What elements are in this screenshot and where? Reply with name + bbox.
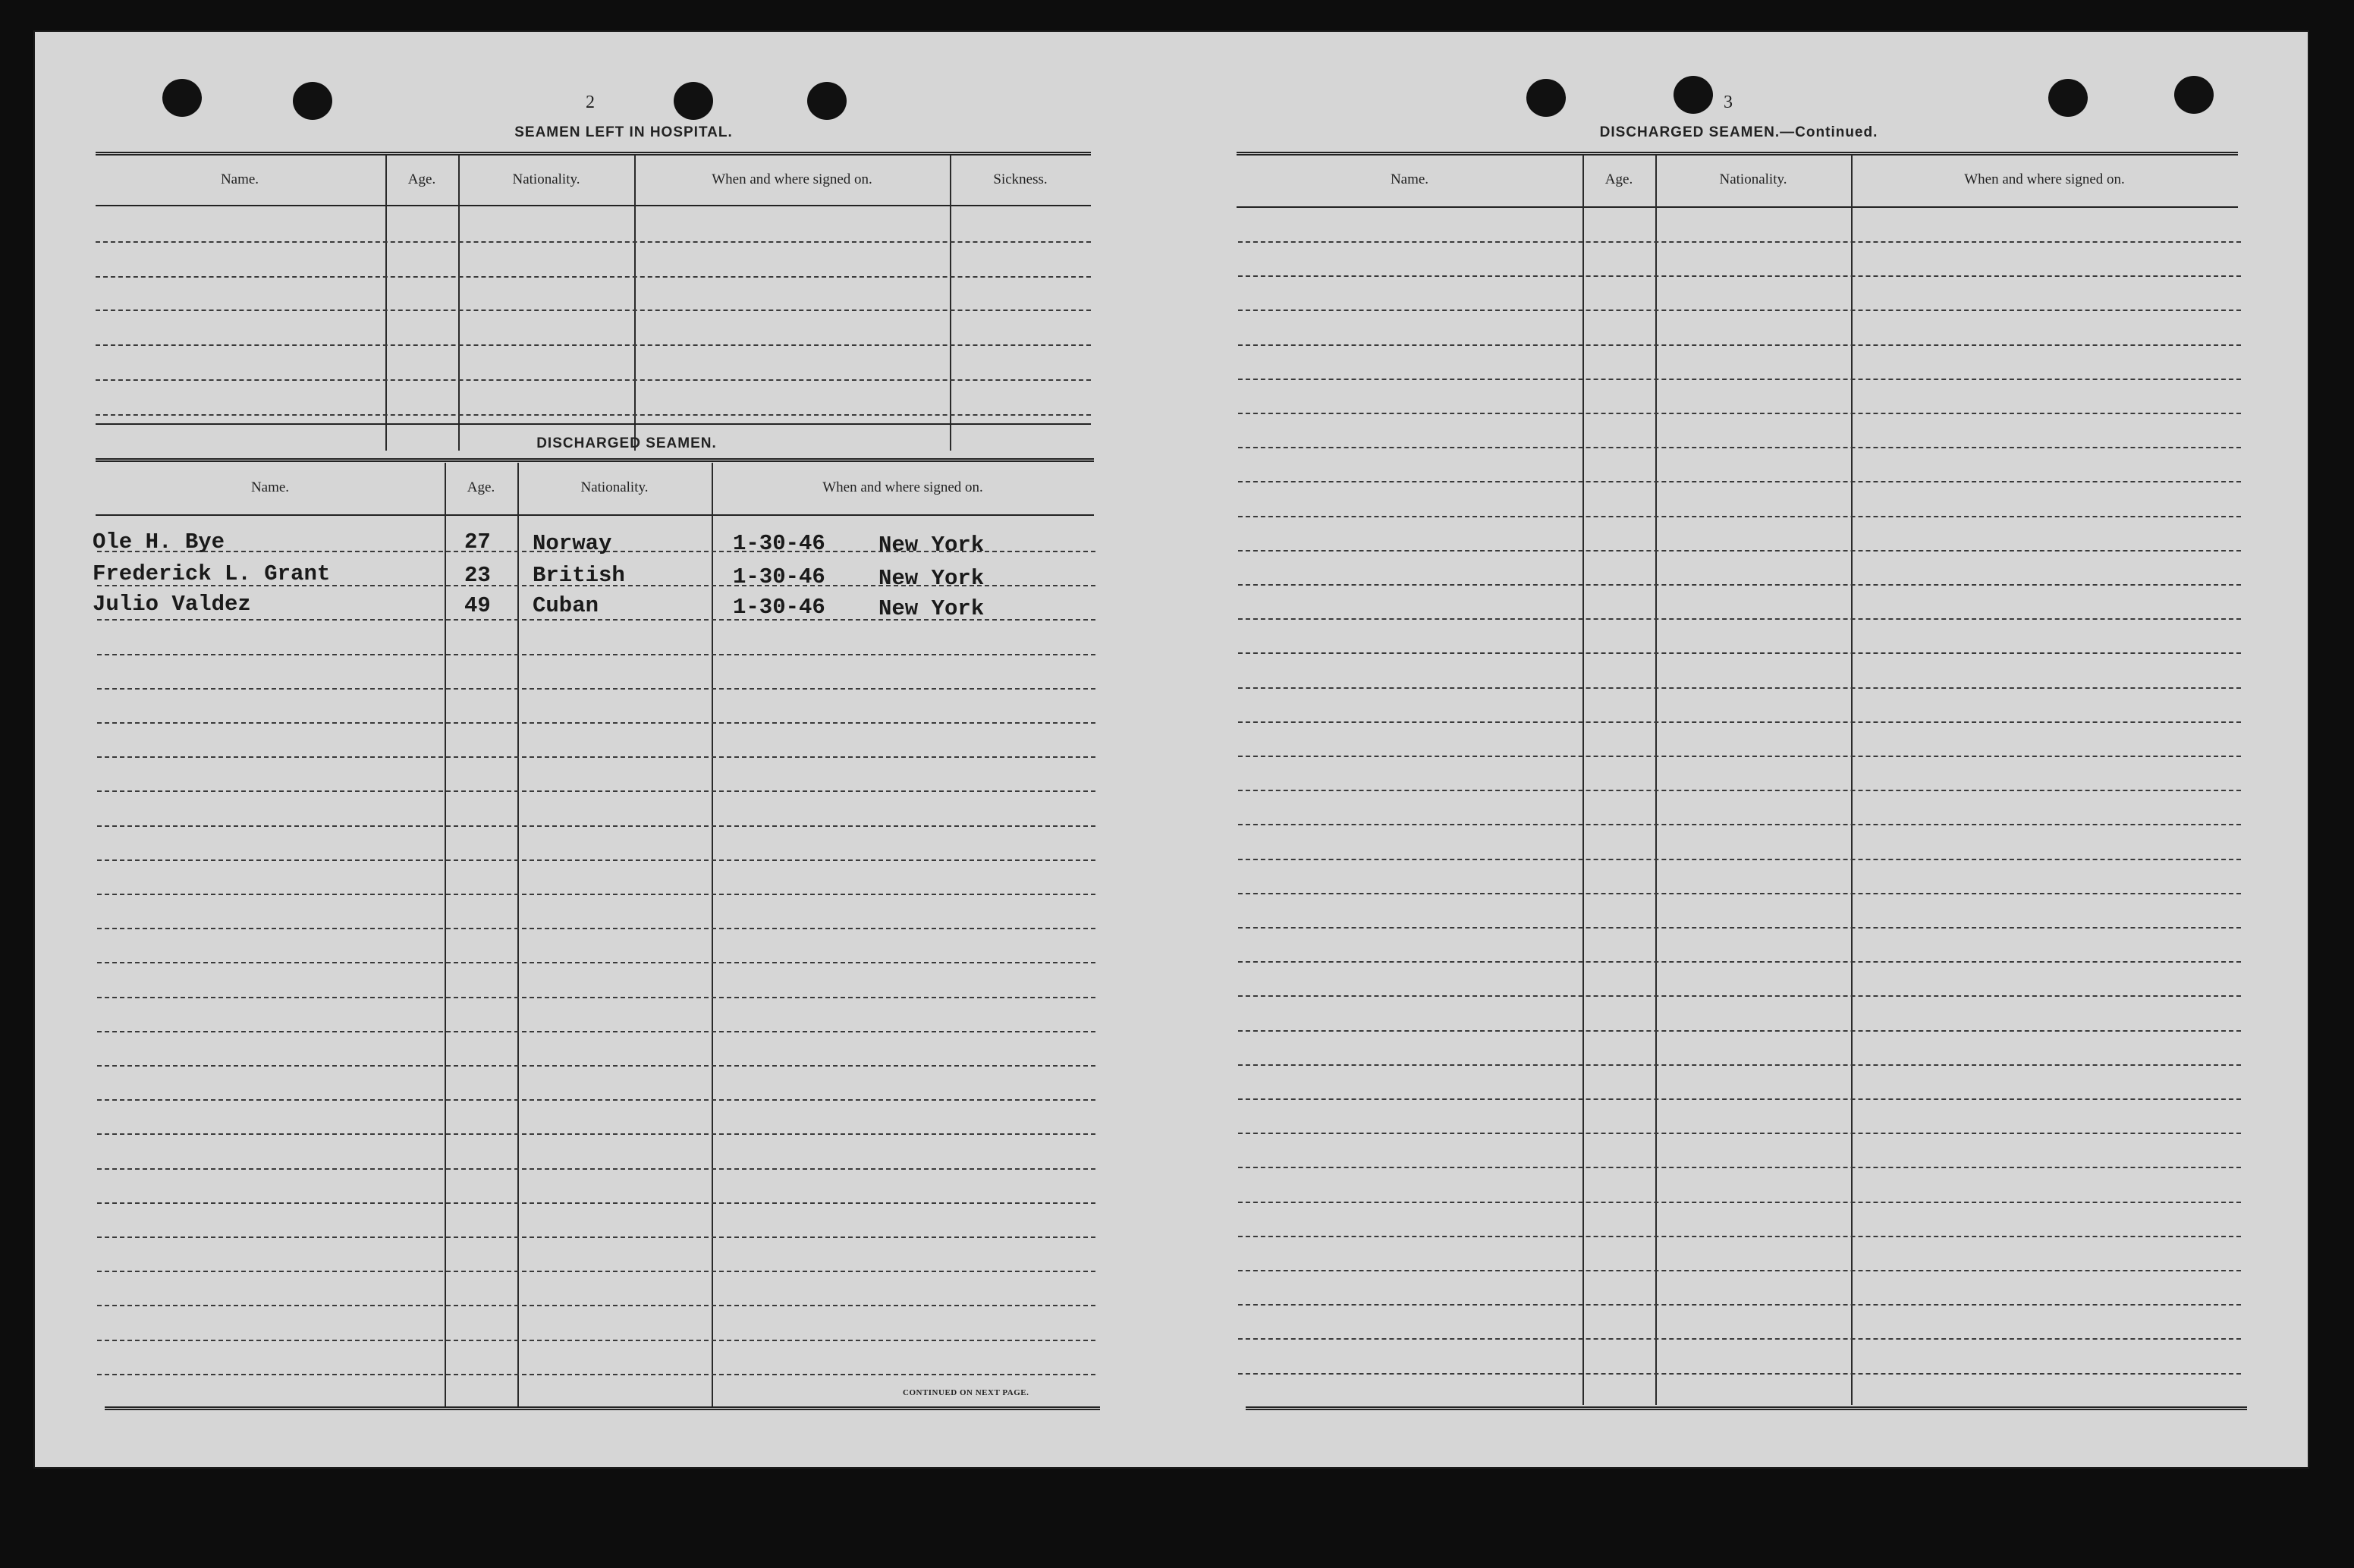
ruled-line — [97, 1099, 1095, 1101]
hospital-section-title: SEAMEN LEFT IN HOSPITAL. — [514, 124, 733, 140]
right-col-signed-on: When and where signed on. — [1964, 171, 2125, 187]
ruled-line — [97, 619, 1095, 621]
discharged-header-rule — [96, 514, 1094, 516]
hospital-col-name: Name. — [220, 171, 259, 187]
punch-hole — [2174, 76, 2214, 114]
right-col-name: Name. — [1390, 171, 1429, 187]
right-col-age: Age. — [1604, 171, 1633, 187]
discharged-col-age: Age. — [467, 479, 495, 495]
ruled-line — [1238, 1304, 2241, 1306]
ruled-line — [97, 894, 1095, 895]
hospital-divider — [950, 155, 951, 451]
ruled-line — [97, 1168, 1095, 1170]
seaman-signed-date: 1-30-46 — [733, 564, 825, 589]
seaman-signed-date: 1-30-46 — [733, 595, 825, 620]
seaman-age: 27 — [464, 529, 491, 555]
ruled-line — [97, 585, 1095, 586]
ruled-line — [1238, 241, 2241, 243]
ruled-line — [1238, 721, 2241, 723]
seaman-name: Julio Valdez — [93, 592, 251, 617]
ruled-line — [97, 859, 1095, 861]
ruled-line — [1238, 1098, 2241, 1100]
ruled-line — [1238, 344, 2241, 346]
right-page-number: 3 — [1724, 93, 1733, 112]
ruled-line — [1238, 995, 2241, 997]
hospital-top-rule — [96, 152, 1091, 156]
seaman-signed-date: 1-30-46 — [733, 531, 825, 556]
seaman-nationality: Cuban — [533, 593, 599, 618]
hospital-col-sickness: Sickness. — [993, 171, 1048, 187]
ruled-line — [1238, 790, 2241, 791]
punch-hole — [162, 79, 202, 117]
ruled-line — [1238, 1133, 2241, 1134]
ruled-line — [1238, 447, 2241, 448]
ruled-line — [1238, 550, 2241, 551]
hospital-row-line — [96, 310, 1091, 311]
right-bottom-rule — [1246, 1406, 2247, 1410]
right-divider — [1655, 155, 1657, 1405]
left-page-number: 2 — [586, 93, 595, 112]
discharged-divider — [445, 463, 446, 1408]
discharged-divider — [712, 463, 713, 1408]
ruled-line — [1238, 618, 2241, 620]
ruled-line — [1238, 687, 2241, 689]
ruled-line — [97, 688, 1095, 690]
hospital-row-line — [96, 241, 1091, 243]
ruled-line — [1238, 652, 2241, 654]
continued-note: CONTINUED ON NEXT PAGE. — [903, 1388, 1029, 1397]
ruled-line — [97, 1133, 1095, 1135]
discharged-top-rule — [96, 458, 1094, 462]
right-col-nationality: Nationality. — [1719, 171, 1787, 187]
discharged-divider — [517, 463, 519, 1408]
ruled-line — [97, 654, 1095, 655]
right-top-rule — [1237, 152, 2238, 156]
ruled-line — [97, 825, 1095, 827]
punch-hole — [807, 82, 847, 120]
ruled-line — [1238, 893, 2241, 894]
ruled-line — [1238, 1030, 2241, 1032]
punch-hole — [293, 82, 332, 120]
punch-hole — [2048, 79, 2088, 117]
punch-hole — [674, 82, 713, 120]
ruled-line — [97, 722, 1095, 724]
ruled-line — [97, 551, 1095, 552]
ruled-line — [1238, 413, 2241, 414]
hospital-col-nationality: Nationality. — [512, 171, 580, 187]
ruled-line — [1238, 824, 2241, 825]
right-divider — [1582, 155, 1584, 1405]
ruled-line — [97, 790, 1095, 792]
ruled-line — [1238, 310, 2241, 311]
ruled-line — [1238, 1202, 2241, 1203]
ruled-line — [97, 1065, 1095, 1067]
ruled-line — [1238, 1338, 2241, 1340]
seaman-signed-place: New York — [878, 533, 985, 558]
ruled-line — [1238, 1373, 2241, 1375]
left-bottom-rule — [105, 1406, 1100, 1410]
seaman-name: Ole H. Bye — [93, 529, 225, 555]
ruled-line — [97, 962, 1095, 963]
seaman-age: 49 — [464, 593, 491, 618]
discharged-col-name: Name. — [250, 479, 290, 495]
ruled-line — [97, 1202, 1095, 1204]
ruled-line — [1238, 379, 2241, 380]
right-divider — [1851, 155, 1853, 1405]
hospital-row-line — [96, 344, 1091, 346]
hospital-divider — [634, 155, 636, 451]
hospital-row-line — [96, 379, 1091, 381]
ruled-line — [97, 928, 1095, 929]
ruled-line — [1238, 481, 2241, 482]
discharged-section-title: DISCHARGED SEAMEN. — [536, 435, 717, 451]
ruled-line — [1238, 859, 2241, 860]
ruled-line — [1238, 275, 2241, 277]
ruled-line — [1238, 1167, 2241, 1168]
ruled-line — [1238, 927, 2241, 929]
ruled-line — [97, 1031, 1095, 1032]
discharged-col-nationality: Nationality. — [580, 479, 649, 495]
ruled-line — [97, 1340, 1095, 1341]
hospital-row-line — [96, 414, 1091, 416]
ruled-line — [1238, 756, 2241, 757]
hospital-col-signed-on: When and where signed on. — [712, 171, 872, 187]
hospital-col-age: Age. — [407, 171, 436, 187]
ruled-line — [97, 997, 1095, 998]
seaman-signed-place: New York — [878, 596, 985, 621]
hospital-row-line — [96, 276, 1091, 278]
discharged-col-signed-on: When and where signed on. — [822, 479, 983, 495]
ruled-line — [97, 1374, 1095, 1375]
seaman-signed-place: New York — [878, 566, 985, 591]
seaman-name: Frederick L. Grant — [93, 561, 331, 586]
hospital-divider — [385, 155, 387, 451]
ruled-line — [97, 1236, 1095, 1238]
punch-hole — [1674, 76, 1713, 114]
hospital-divider — [458, 155, 460, 451]
ruled-line — [1238, 516, 2241, 517]
ruled-line — [1238, 1270, 2241, 1271]
ruled-line — [1238, 1064, 2241, 1066]
ruled-line — [1238, 584, 2241, 586]
right-section-title: DISCHARGED SEAMEN.—Continued. — [1599, 124, 1878, 140]
seaman-age: 23 — [464, 563, 491, 588]
hospital-header-rule — [96, 205, 1091, 206]
ruled-line — [1238, 961, 2241, 963]
ruled-line — [97, 1305, 1095, 1306]
document-sheet — [33, 30, 2309, 1469]
ruled-line — [97, 1271, 1095, 1272]
hospital-bottom-rule — [96, 423, 1091, 425]
seaman-nationality: Norway — [533, 531, 612, 556]
seaman-nationality: British — [533, 563, 625, 588]
right-header-rule — [1237, 206, 2238, 208]
ruled-line — [97, 756, 1095, 758]
ruled-line — [1238, 1236, 2241, 1237]
punch-hole — [1526, 79, 1566, 117]
